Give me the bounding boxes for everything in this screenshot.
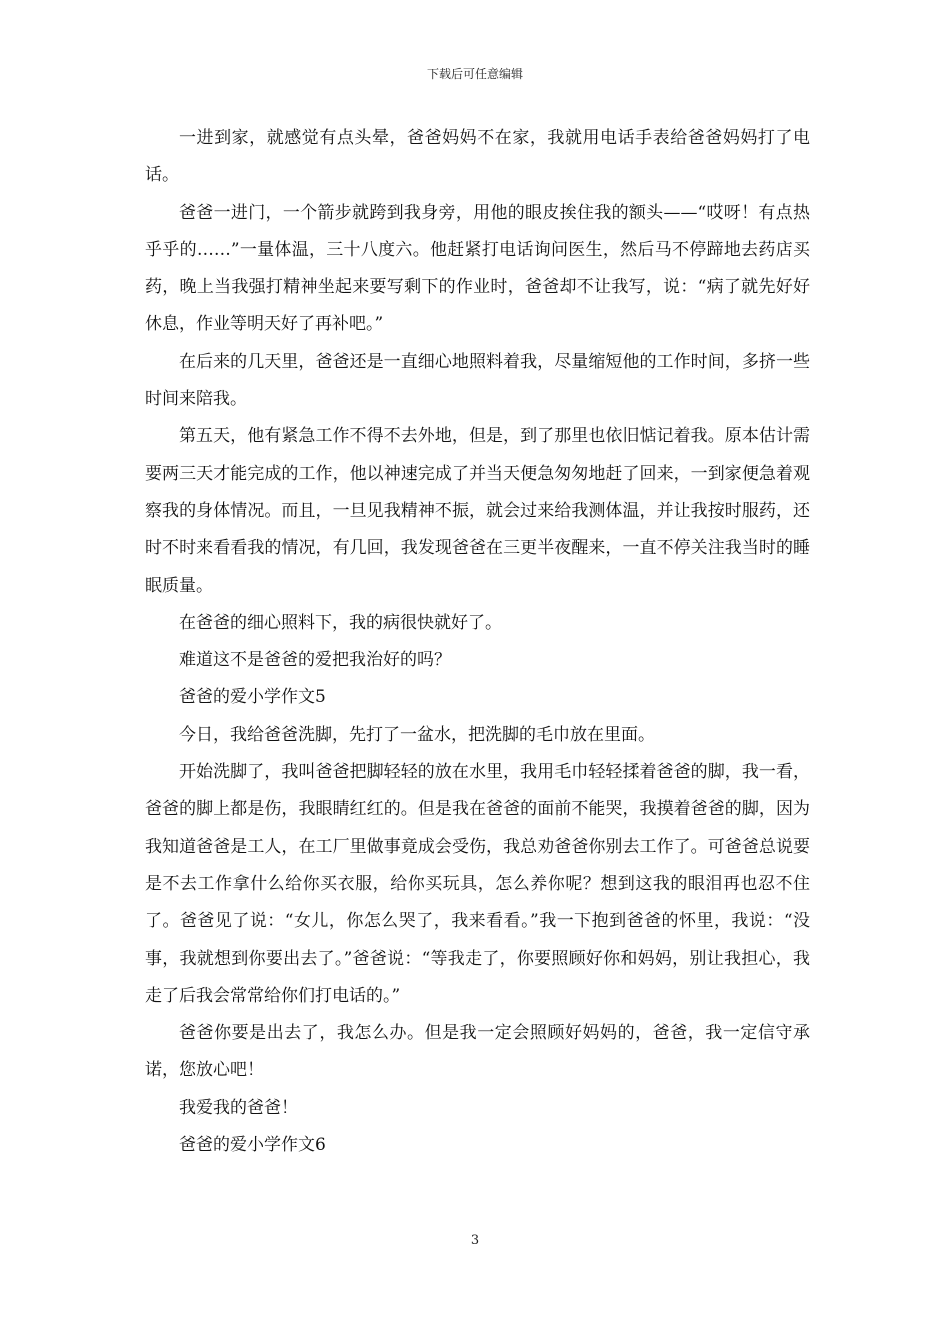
paragraph: 在后来的几天里，爸爸还是一直细心地照料着我，尽量缩短他的工作时间，多挤一些时间来陪我。: [145, 351, 810, 410]
section-heading: 爸爸的爱小学作文6: [179, 1135, 326, 1156]
paragraph: 难道这不是爸爸的爱把我治好的吗？: [179, 650, 451, 671]
page-number: 3: [470, 1233, 480, 1248]
page-header: 下载后可任意编辑: [426, 67, 523, 81]
paragraph: 一进到家，就感觉有点头晕，爸爸妈妈不在家，我就用电话手表给爸爸妈妈打了电话。: [145, 128, 810, 186]
paragraph: 我爱我的爸爸！: [179, 1097, 298, 1118]
paragraph: 在爸爸的细心照料下，我的病很快就好了。: [179, 612, 502, 633]
paragraph: 第五天，他有紧急工作不得不去外地，但是，到了那里也依旧惦记着我。原本估计需要两三天才能完成的工作，他以神速完成了并当天便急匆匆地赶了回来，一到家便急着观察我的身体情况。而且，一旦见我精神不振，就会过来给我测体温，并让我按时服药，还时不时来看看我的情况，有几回，我发现爸爸在三更半夜醒来，一直不停关注我当时的睡眠质量。: [145, 426, 810, 596]
paragraph: 爸爸一进门，一个箭步就跨到我身旁，用他的眼皮挨住我的额头——“哎呀！有点热乎乎的……”一量体温，三十八度六。他赶紧打电话询问医生，然后马不停蹄地去药店买药，晚上当我强打精神坐起来要写剩下的作业时，爸爸却不让我写，说：“病了就先好好休息，作业等明天好了再补吧。”: [145, 202, 810, 335]
paragraph: 爸爸你要是出去了，我怎么办。但是我一定会照顾好妈妈的，爸爸，我一定信守承诺，您放心吧！: [145, 1023, 810, 1081]
paragraph: 开始洗脚了，我叫爸爸把脚轻轻的放在水里，我用毛巾轻轻揉着爸爸的脚，我一看，爸爸的脚上都是伤，我眼睛红红的。但是我在爸爸的面前不能哭，我摸着爸爸的脚，因为我知道爸爸是工人，在工厂里做事竟成会受伤，我总劝爸爸你别去工作了。可爸爸总说要是不去工作拿什么给你买衣服，给你买玩具，怎么养你呢？想到这我的眼泪再也忍不住了。爸爸见了说：“女儿，你怎么哭了，我来看看。”我一下抱到爸爸的怀里，我说：“没事，我就想到你要出去了。”爸爸说：“等我走了，你要照顾好你和妈妈，别让我担心，我走了后我会常常给你们打电话的。”: [145, 762, 810, 1006]
document-body: [145, 120, 810, 1164]
section-heading: 爸爸的爱小学作文5: [179, 687, 326, 708]
paragraph: 今日，我给爸爸洗脚，先打了一盆水，把洗脚的毛巾放在里面。: [179, 724, 655, 745]
